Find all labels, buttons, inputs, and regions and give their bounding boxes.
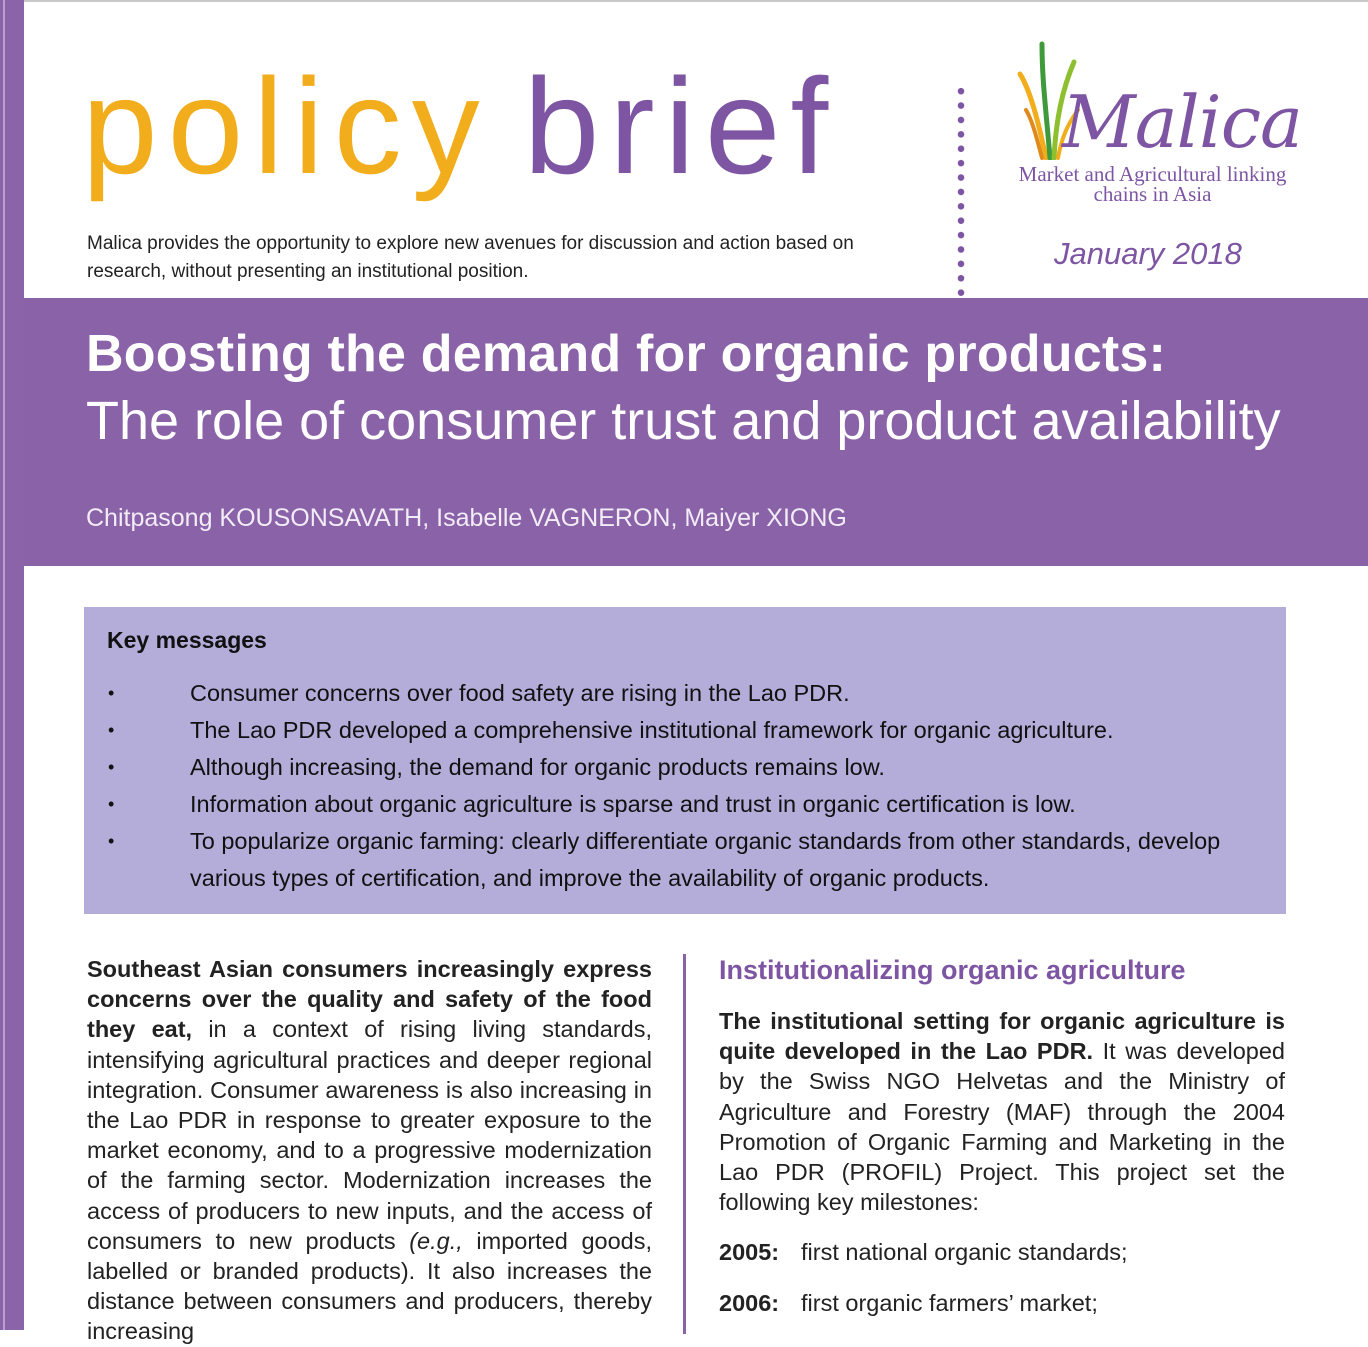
list-item — [84, 712, 1286, 749]
logo-tagline-line2: chains in Asia — [1093, 182, 1212, 206]
list-item — [84, 675, 1286, 712]
left-column-body — [87, 954, 652, 1347]
bullet-icon: • — [108, 720, 115, 740]
bullet-icon: • — [108, 757, 115, 777]
right-lead-bold: The institutional setting for organic agriculture is quite developed in the Lao PDR. — [719, 1008, 1285, 1065]
key-message-text: Consumer concerns over food safety are rising in the Lao PDR. — [190, 680, 850, 706]
list-item — [84, 786, 1286, 823]
key-message-text: The Lao PDR developed a comprehensive institutional framework for organic agriculture. — [190, 717, 1114, 743]
milestone-year: 2005: — [719, 1239, 780, 1266]
bullet-icon: • — [108, 683, 115, 703]
list-item — [84, 749, 1286, 786]
dotted-divider — [956, 84, 966, 300]
title-band — [24, 298, 1368, 566]
logo-tagline-line1: Market and Agricultural linking — [1018, 162, 1287, 186]
key-messages-heading: Key messages — [107, 627, 267, 653]
milestone-text: first national organic standards; — [801, 1239, 1128, 1266]
left-accent-bar — [0, 0, 24, 1330]
section-heading: Institutionalizing organic agriculture — [719, 955, 1186, 985]
publication-date: January 2018 — [1054, 236, 1242, 271]
authors: Chitpasong KOUSONSAVATH, Isabelle VAGNERON, Maiyer XIONG — [86, 504, 847, 532]
key-message-text: Information about organic agriculture is sparse and trust in organic certification is low. — [190, 791, 1076, 817]
right-paragraph — [719, 1006, 1285, 1217]
left-lead-bold: Southeast Asian consumers increasingly express concerns over the quality and safety of the food they eat, — [87, 956, 652, 1043]
intro-text: Malica provides the opportunity to explore new avenues for discussion and action based on research, without presenting an institutional position. — [87, 233, 854, 282]
left-text-1: in a context of rising living standards, intensifying agricultural practices and deeper regional integration. Consumer awareness is also increasing in the Lao PDR in response to greater exposure to the market economy, and to a progressive modernization of the farming sector. Modernization increases the access of producers to new inputs, and the access of consumers to new products — [87, 1016, 653, 1254]
left-text-2: imported goods, labelled or branded products). It also increases the distance between consumers and producers, thereby increasing — [87, 1227, 653, 1345]
logo-wordmark: Malica — [1062, 80, 1302, 164]
left-accent-bar-line — [3, 0, 5, 1330]
key-messages-box — [84, 607, 1286, 914]
right-column-body — [719, 954, 1285, 1338]
masthead — [82, 50, 839, 202]
milestone-item — [719, 1237, 1285, 1267]
milestone-text: first organic farmers’ market; — [801, 1289, 1098, 1316]
masthead-word-brief: brief — [523, 50, 839, 202]
right-text: It was developed by the Swiss NGO Helvetas and the Ministry of Agriculture and Forestry (MAF) through the 2004 Promotion of Organic Farming and Marketing in the Lao PDR (PROFIL) Project. This project set the following key milestones: — [719, 1038, 1285, 1216]
left-eg: (e.g., — [409, 1227, 463, 1254]
column-divider — [683, 954, 686, 1334]
masthead-word-policy: policy — [82, 50, 490, 202]
document-title: Boosting the demand for organic products: — [86, 325, 1166, 383]
malica-logo — [1010, 36, 1300, 216]
list-item — [84, 823, 1286, 897]
bullet-icon: • — [108, 794, 115, 814]
top-rule — [24, 0, 1368, 2]
document-subtitle: The role of consumer trust and product availability — [86, 391, 1281, 451]
key-message-text: To popularize organic farming: clearly differentiate organic standards from other standards, develop various types of certification, and improve the availability of organic products. — [190, 828, 1221, 891]
logo-tagline — [1010, 164, 1295, 204]
bullet-icon: • — [108, 831, 115, 851]
milestone-item — [719, 1288, 1285, 1318]
key-message-text: Although increasing, the demand for organic products remains low. — [190, 754, 885, 780]
key-messages-list — [84, 675, 1286, 897]
milestone-year: 2006: — [719, 1289, 780, 1316]
